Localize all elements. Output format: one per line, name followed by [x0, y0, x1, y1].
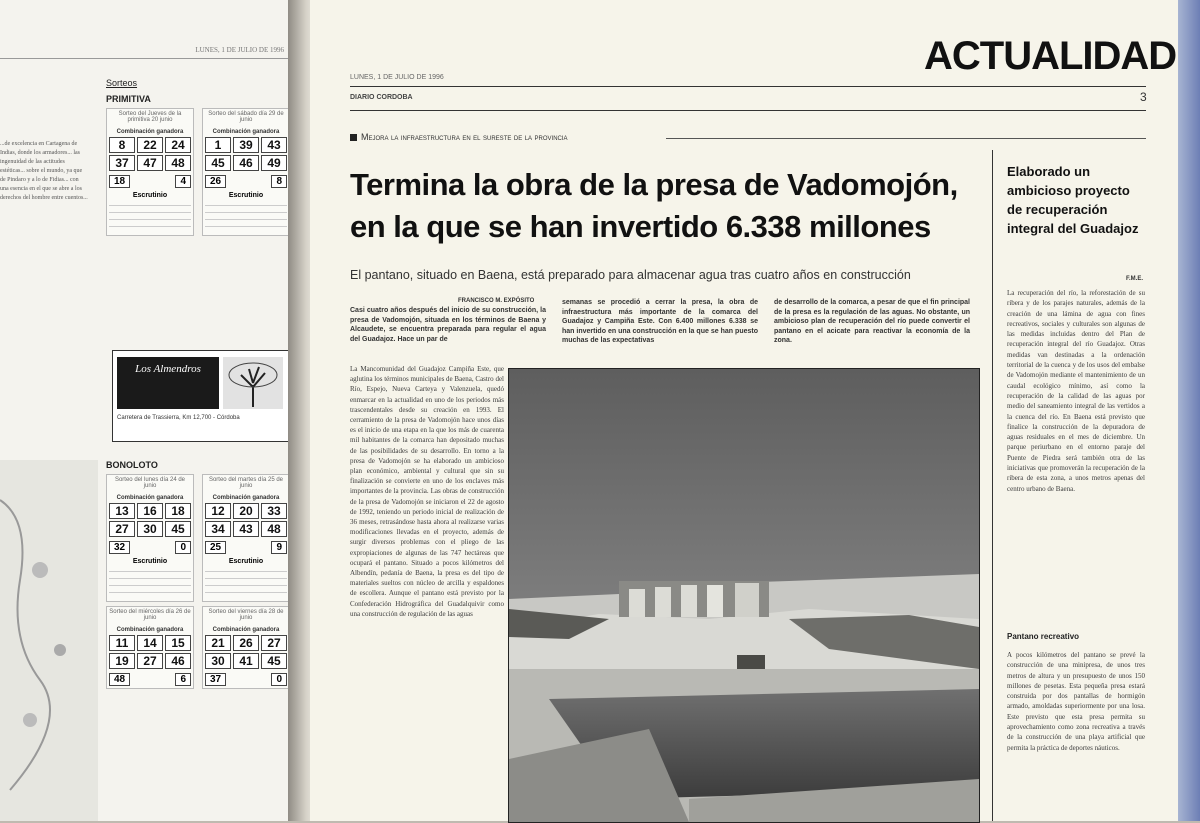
lotto-number: 45 — [165, 521, 191, 537]
page-date: LUNES, 1 DE JULIO DE 1996 — [350, 74, 444, 81]
reintegro: 0 — [175, 541, 191, 554]
lotto-number: 18 — [165, 503, 191, 519]
tree-icon — [223, 357, 283, 409]
square-bullet-icon — [350, 134, 357, 141]
bonoloto-draw-2 — [202, 474, 290, 602]
map-illustration — [0, 460, 98, 821]
lotto-number: 11 — [109, 635, 135, 651]
complementario: 32 — [109, 541, 130, 554]
escrutinio-table — [205, 565, 287, 599]
bonoloto-draw-1 — [106, 474, 194, 602]
draw-caption: Sorteo del miércoles día 26 de junio — [109, 609, 191, 621]
lotto-number: 24 — [165, 137, 191, 153]
ad-brand: Los Almendros — [117, 357, 219, 409]
section-title: ACTUALIDAD — [924, 34, 1177, 78]
escrutinio-label: Escrutinio — [132, 192, 168, 199]
draw-label: Combinación ganadora — [212, 627, 280, 633]
draw-label: Combinación ganadora — [212, 129, 280, 135]
sorteos-title: Sorteos — [106, 78, 138, 88]
primitiva-title: PRIMITIVA — [106, 94, 151, 104]
page-number: 3 — [1140, 90, 1147, 104]
bonoloto-draws — [106, 474, 290, 602]
sidebar-body-2: A pocos kilómetros del pantano se prevé la construcción de una minipresa, de unos tres metros de altura y un presupuesto de unos 150 millones de pesetas. Esta pequeña presa estará construida por dos pantallas de hormigón armado, amoldadas superiormente por una losa. Este previsto que esta presa permita su aprovechamiento como zona recreativa a través de la construcción de una playa artificial que permita la práctica de deportes náuticos. — [1007, 651, 1145, 752]
lead-column-3: de desarrollo de la comarca, a pesar de que el fin principal de la presa es la regulación de las aguas. No obstante, un ambicioso plan de recuperación del río puede convertir el pantano en el acicate para reactivar la economía de la zona. — [774, 299, 970, 344]
right-page — [310, 0, 1180, 821]
advertisement — [112, 350, 290, 442]
lotto-number: 43 — [233, 521, 259, 537]
newspaper-name: DIARIO CORDOBA — [350, 94, 413, 101]
ad-address: Carretera de Trassierra, Km 12,700 - Córdoba — [117, 415, 240, 421]
reintegro: 8 — [271, 175, 287, 188]
draw-caption: Sorteo del Jueves de la primitiva 20 junio — [118, 111, 182, 123]
bonoloto-draws-2 — [106, 606, 290, 689]
lotto-number: 45 — [261, 653, 287, 669]
lotto-number: 12 — [205, 503, 231, 519]
headline-line-2: en la que se han invertido 6.338 millones — [350, 209, 931, 244]
extra-numbers — [205, 541, 287, 554]
number-grid — [109, 137, 191, 171]
number-grid — [205, 137, 287, 171]
extra-numbers — [205, 673, 287, 686]
lotto-number: 48 — [261, 521, 287, 537]
lotto-number: 27 — [261, 635, 287, 651]
draw-caption: Sorteo del sábado día 29 de junio — [208, 111, 284, 123]
complementario: 37 — [205, 673, 226, 686]
primitiva-draws — [106, 108, 290, 236]
sidebar-initials: F.M.E. — [1125, 276, 1143, 282]
extra-numbers — [109, 541, 191, 554]
escrutinio-label: Escrutinio — [228, 192, 264, 199]
primitiva-draw-1 — [106, 108, 194, 236]
sidebar-body: La recuperación del río, la reforestación de su ribera y de los parajes naturales, además de la creación de una lámina de agua con fines recreativos, sociales y culturales son algunas de las medidas incluidas dentro del Plan de recuperación integral del río Guadajoz. Otras medidas van destinadas a la ordenación territorial de la cuenca y de los usos del embalse de Vadomojón mediante el mantenimiento de un caudal ecológico mínimo, así como la recuperación de la calidad de las aguas por medio del saneamiento integral de las vertidos a la cuenca del río. En Baena está previsto que finalice la construcción de la depuradora de aguas residuales en el mes de diciembre. Un parque periurbano en el entorno paraje del Puente de Piedra será también otra de las iniciativas que promoverán la recuperación de la ribera de esta zona, a unos metros apenas del centro urbano de Baena. — [1007, 289, 1145, 493]
complementario: 25 — [205, 541, 226, 554]
draw-caption: Sorteo del lunes día 24 de junio — [114, 477, 186, 489]
bonoloto-draw-4 — [202, 606, 290, 689]
bonoloto-draw-3 — [106, 606, 194, 689]
left-dateline: LUNES, 1 DE JULIO DE 1996 — [195, 46, 284, 54]
lotto-number: 48 — [165, 155, 191, 171]
draw-label: Combinación ganadora — [116, 495, 184, 501]
escrutinio-table — [109, 565, 191, 599]
left-page — [0, 0, 300, 821]
number-grid — [109, 635, 191, 669]
kicker-text: Mejora la infraestructura en el sureste de la provincia — [361, 132, 568, 142]
escrutinio-label: Escrutinio — [132, 558, 168, 565]
escrutinio-label: Escrutinio — [228, 558, 264, 565]
lotto-number: 30 — [137, 521, 163, 537]
byline: FRANCISCO M. EXPÓSITO — [458, 298, 535, 304]
complementario: 18 — [109, 175, 130, 188]
bonoloto-section — [106, 460, 290, 689]
lotto-number: 46 — [165, 653, 191, 669]
draw-label: Combinación ganadora — [212, 495, 280, 501]
primitiva-draw-2 — [202, 108, 290, 236]
lotto-number: 14 — [137, 635, 163, 651]
lotto-number: 21 — [205, 635, 231, 651]
lotto-number: 30 — [205, 653, 231, 669]
lead-column-1: Casi cuatro años después del inicio de su construcción, la presa de Vadomojón, situada en los términos de Baena y Alcaudete, se encuentra preparada para regular el agua del Guadajoz. Hace un par de — [350, 307, 546, 343]
draw-caption: Sorteo del viernes día 28 de junio — [208, 609, 284, 621]
headline — [350, 164, 990, 248]
book-edge — [1178, 0, 1200, 821]
reintegro: 4 — [175, 175, 191, 188]
lotto-number: 22 — [137, 137, 163, 153]
lotto-number: 13 — [109, 503, 135, 519]
sorteos-section — [106, 78, 290, 236]
lotto-number: 27 — [109, 521, 135, 537]
escrutinio-table — [205, 199, 287, 233]
dam-photo — [508, 368, 980, 823]
lotto-number: 49 — [261, 155, 287, 171]
extra-numbers — [109, 673, 191, 686]
complementario: 48 — [109, 673, 130, 686]
lotto-number: 37 — [109, 155, 135, 171]
sidebar-article — [992, 150, 1179, 821]
escrutinio-table — [109, 199, 191, 233]
reintegro: 6 — [175, 673, 191, 686]
header-rule — [350, 86, 1146, 87]
reintegro: 0 — [271, 673, 287, 686]
draw-caption: Sorteo del martes día 25 de junio — [208, 477, 284, 489]
left-header-rule — [0, 58, 300, 59]
sidebar-subhead: Pantano recreativo — [1007, 632, 1080, 641]
header-rule-2 — [350, 110, 1146, 111]
lotto-number: 15 — [165, 635, 191, 651]
lotto-number: 33 — [261, 503, 287, 519]
lotto-number: 46 — [233, 155, 259, 171]
lotto-number: 19 — [109, 653, 135, 669]
dam-landscape-image — [509, 369, 979, 822]
extra-numbers — [205, 175, 287, 188]
body-column: La Mancomunidad del Guadajoz Campiña Este, que aglutina los términos municipales de Baena, Castro del Río, Espejo, Nueva Carteya y Valenzuela, quedó enmarcar en la actualidad en uno de los periodos más trascendentales desde su creación en 1993. El cerramiento de la presa de Vadomojón hace unos días es el inicio de una etapa en la que los más de cuarenta mil habitantes de la comarca han depositado muchas de las posibilidades de su desarrollo. En torno a la presa de Vadomojón se ha elaborado un ambicioso plan económico, ambiental y cultural que sin su finalización se convierte en uno de los enclaves más importantes de la provincia. Las obras de construcción de la presa de Vadomojón se iniciaron el 22 de agosto de 1992, teniendo un periodo inicial de realización de 36 meses, retrasándose hasta ahora al realizarse varias modificaciones llevadas en el proyecto, además de surgir diversos problemas con el pliego de las expropiaciones de algunas de las 747 hectáreas que ocupará el pantano. Situado a pocos kilómetros del Albendín, pedanía de Baena, la presa es del tipo de materiales sueltos con núcleo de arcilla y espaldones de escollera. Aunque el pantano está previsto por la Confederación Hidrográfica del Guadalquivir como una construcción de regulación de las aguas — [350, 365, 504, 618]
kicker-rule — [666, 138, 1146, 139]
kicker — [350, 132, 568, 142]
lotto-number: 26 — [233, 635, 259, 651]
lotto-number: 1 — [205, 137, 231, 153]
lotto-number: 39 — [233, 137, 259, 153]
left-column-text: ...de excelencia en Cartagena de Indias, donde los armadores... las ingenuidad de las actitudes estéticas... sobre el mundo, ya que de Pindaro y a lo de Fidias... con una esencia en el que se abre a los derechos del hombre entre cuentos... — [0, 141, 88, 201]
subheadline: El pantano, situado en Baena, está preparado para almacenar agua tras cuatro años en construcción — [350, 268, 911, 282]
left-map-graphic — [0, 460, 98, 821]
lotto-number: 41 — [233, 653, 259, 669]
lotto-number: 45 — [205, 155, 231, 171]
lotto-number: 8 — [109, 137, 135, 153]
bonoloto-title: BONOLOTO — [106, 460, 158, 470]
lotto-number: 34 — [205, 521, 231, 537]
headline-line-1: Termina la obra de la presa de Vadomojón, — [350, 167, 958, 202]
lotto-number: 27 — [137, 653, 163, 669]
lotto-number: 16 — [137, 503, 163, 519]
draw-label: Combinación ganadora — [116, 627, 184, 633]
complementario: 26 — [205, 175, 226, 188]
number-grid — [109, 503, 191, 537]
lotto-number: 20 — [233, 503, 259, 519]
ad-tree-image — [223, 357, 283, 409]
lead-column-2: semanas se procedió a cerrar la presa, la obra de infraestructura más importante de la comarca del Guadajoz y Campiña Este. Con 6.400 millones 6.338 se han invertido en una construcción en la que se han puesto muchas de las expectativas — [562, 299, 758, 344]
extra-numbers — [109, 175, 191, 188]
lotto-number: 43 — [261, 137, 287, 153]
number-grid — [205, 503, 287, 537]
sidebar-headline: Elaborado un ambicioso proyecto de recuperación integral del Guadajoz — [1007, 164, 1139, 236]
lotto-number: 47 — [137, 155, 163, 171]
reintegro: 9 — [271, 541, 287, 554]
number-grid — [205, 635, 287, 669]
draw-label: Combinación ganadora — [116, 129, 184, 135]
